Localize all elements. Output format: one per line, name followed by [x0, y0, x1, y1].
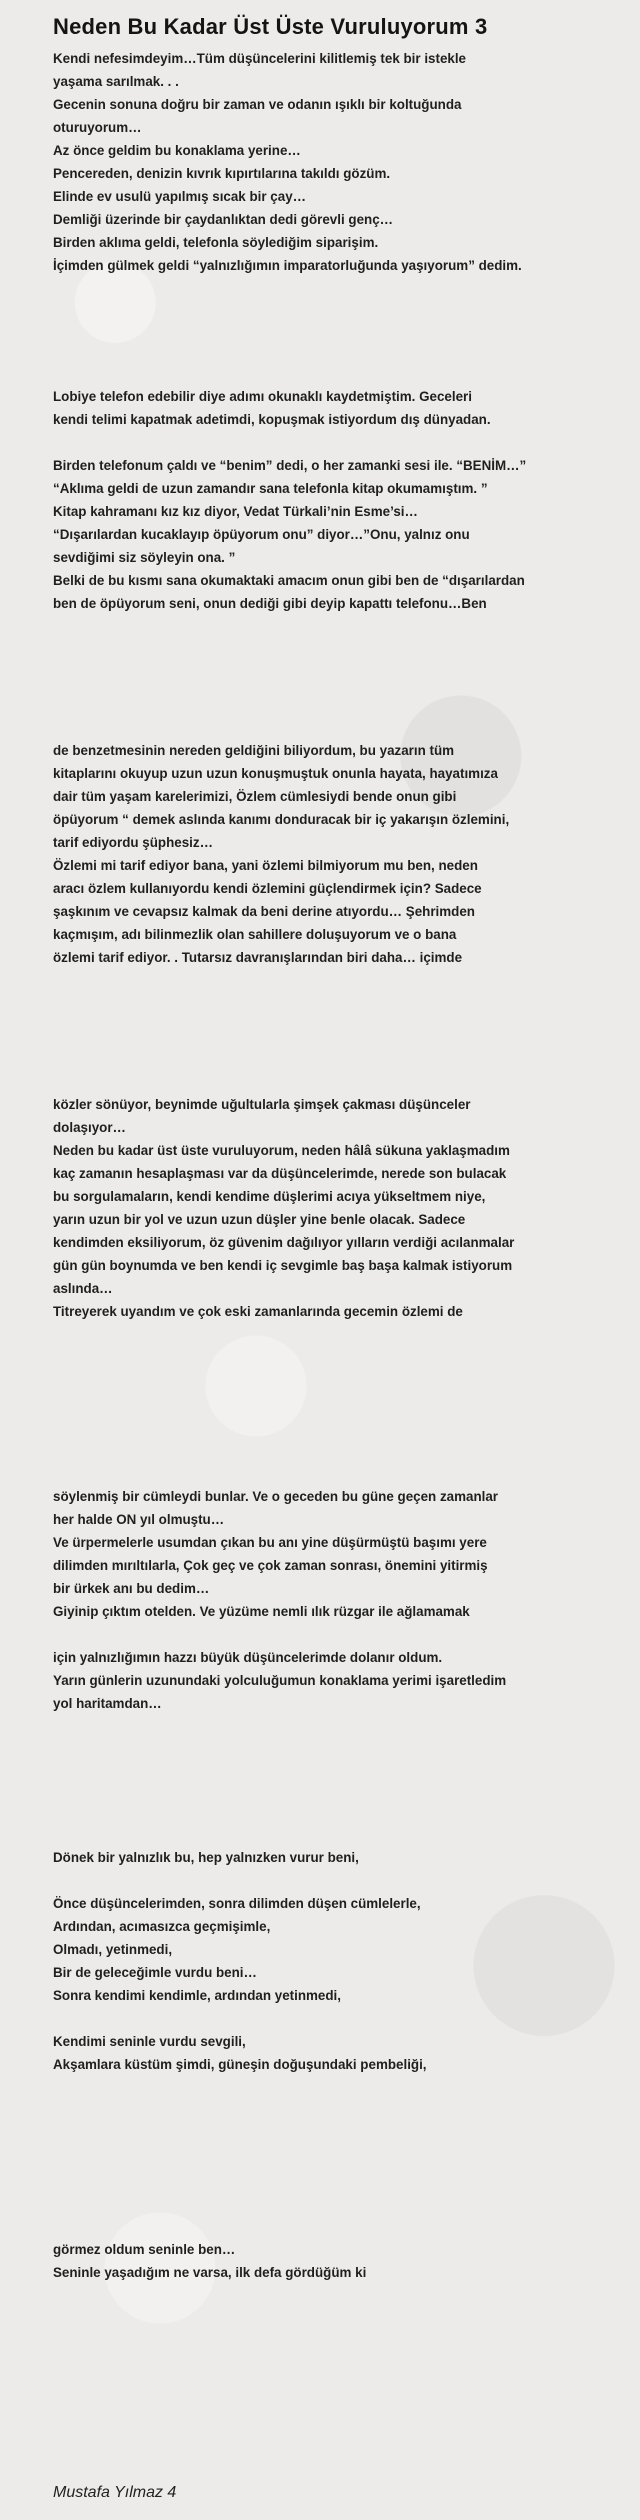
poem-line: Olmadı, yetinmedi,	[53, 1942, 173, 1957]
poem-line: Lobiye telefon edebilir diye adımı okunaklı kaydetmiştim. Geceleri	[53, 389, 472, 404]
poem-line: her halde ON yıl olmuştu…	[53, 1512, 225, 1527]
poem-line: kaçmışım, adı bilinmezlik olan sahillere doluşuyorum ve o bana	[53, 927, 457, 942]
poem-line: közler sönüyor, beynimde uğultularla şimşek çakması düşünceler	[53, 1097, 471, 1112]
poem-line: aslında…	[53, 1281, 113, 1296]
poem-line: öpüyorum “ demek aslında kanımı donduracak bir iç yakarışın özlemini,	[53, 812, 510, 827]
poem-line: bir ürkek anı bu dedim…	[53, 1581, 210, 1596]
poem-line: için yalnızlığımın hazzı büyük düşüncelerimde dolanır oldum.	[53, 1650, 443, 1665]
poem-line: Özlemi mi tarif ediyor bana, yani özlemi bilmiyorum mu ben, neden	[53, 858, 478, 873]
poem-line: Belki de bu kısmı sana okumaktaki amacım onun gibi ben de “dışarılardan	[53, 573, 525, 588]
poem-line: Kendi nefesimdeyim…Tüm düşüncelerini kilitlemiş tek bir istekle	[53, 51, 467, 66]
poem-line: oturuyorum…	[53, 120, 142, 135]
poem-line: tarif ediyordu şüphesiz…	[53, 835, 213, 850]
poem-line: aracı özlem kullanıyordu kendi özlemini güçlendirmek için? Sadece	[53, 881, 482, 896]
poem-line: kitaplarını okuyup uzun uzun konuşmuştuk onunla hayata, hayatımıza	[53, 766, 498, 781]
poem-line: İçimden gülmek geldi “yalnızlığımın imparatorluğunda yaşıyorum” dedim.	[53, 258, 522, 273]
poem-line: “Aklıma geldi de uzun zamandır sana telefonla kitap okumamıştım. ”	[53, 481, 488, 496]
poem-line: yarın uzun bir yol ve uzun uzun düşler yine benle olacak. Sadece	[53, 1212, 466, 1227]
poem-line: yaşama sarılmak. . .	[53, 74, 179, 89]
poem-line: “Dışarılardan kucaklayıp öpüyorum onu” diyor…”Onu, yalnız onu	[53, 527, 470, 542]
poem-line: bu sorgulamaların, kendi kendime düşlerimi acıya yükseltmem niye,	[53, 1189, 486, 1204]
poem-line: Kitap kahramanı kız kız diyor, Vedat Türkali’nin Esme’si…	[53, 504, 418, 519]
poem-line: Kendimi seninle vurdu sevgili,	[53, 2034, 246, 2049]
poem-line: Akşamlara küstüm şimdi, güneşin doğuşundaki pembeliği,	[53, 2057, 427, 2072]
poem-line: Ardından, acımasızca geçmişimle,	[53, 1919, 271, 1934]
poem-line: Pencereden, denizin kıvrık kıpırtılarına takıldı gözüm.	[53, 166, 391, 181]
author-signature: Mustafa Yılmaz 4	[53, 2484, 177, 2501]
poem-line: Neden bu kadar üst üste vuruluyorum, neden hâlâ sükuna yaklaşmadım	[53, 1143, 510, 1158]
poem-line: kendimden eksiliyorum, öz güvenim dağılıyor yılların verdiği acılanmalar	[53, 1235, 515, 1250]
poem-line: Birden telefonum çaldı ve “benim” dedi, o her zamanki sesi ile. “BENİM…”	[53, 458, 527, 473]
poem-line: gün gün boynumda ve ben kendi iç sevgimle baş başa kalmak istiyorum	[53, 1258, 513, 1273]
poem-line: kaç zamanın hesaplaşması var da düşüncelerimde, nerede son bulacak	[53, 1166, 507, 1181]
page-title: Neden Bu Kadar Üst Üste Vuruluyorum 3	[53, 14, 488, 39]
poem-line: yol haritamdan…	[53, 1696, 162, 1711]
poem-line: Elinde ev usulü yapılmış sıcak bir çay…	[53, 189, 307, 204]
poem-line: söylenmiş bir cümleydi bunlar. Ve o geceden bu güne geçen zamanlar	[53, 1489, 499, 1504]
poem-line: dolaşıyor…	[53, 1120, 126, 1135]
poem-line: görmez oldum seninle ben…	[53, 2242, 236, 2257]
poem-line: sevdiğimi siz söyleyin ona. ”	[53, 550, 236, 565]
poem-line: de benzetmesinin nereden geldiğini biliyordum, bu yazarın tüm	[53, 743, 455, 758]
poem-line: Ve ürpermelerle usumdan çıkan bu anı yine düşürmüştü başımı yere	[53, 1535, 487, 1550]
poem-line: ben de öpüyorum seni, onun dediği gibi deyip kapattı telefonu…Ben	[53, 596, 487, 611]
poem-line: Giyinip çıktım otelden. Ve yüzüme nemli ılık rüzgar ile ağlamamak	[53, 1604, 470, 1619]
poem-line: Bir de geleceğimle vurdu beni…	[53, 1965, 257, 1980]
poem-line: dilimden mırıltılarla, Çok geç ve çok zaman sonrası, önemini yitirmiş	[53, 1558, 488, 1573]
poem-line: Önce düşüncelerimden, sonra dilimden düşen cümlelerle,	[53, 1896, 421, 1911]
poem-line: Demliği üzerinde bir çaydanlıktan dedi görevli genç…	[53, 212, 394, 227]
poem-line: Titreyerek uyandım ve çok eski zamanlarında gecemin özlemi de	[53, 1304, 463, 1319]
poem-line: Birden aklıma geldi, telefonla söylediğim siparişim.	[53, 235, 379, 250]
poem-line: Dönek bir yalnızlık bu, hep yalnızken vurur beni,	[53, 1850, 359, 1865]
poem-line: Sonra kendimi kendimle, ardından yetinmedi,	[53, 1988, 341, 2003]
poem-line: Seninle yaşadığım ne varsa, ilk defa gördüğüm ki	[53, 2265, 367, 2280]
poem-line: dair tüm yaşam karelerimizi, Özlem cümlesiydi bende onun gibi	[53, 789, 457, 804]
poem-line: Yarın günlerin uzunundaki yolculuğumun konaklama yerimi işaretledim	[53, 1673, 507, 1688]
poem-line: Az önce geldim bu konaklama yerine…	[53, 143, 301, 158]
poem-line: şaşkınım ve cevapsız kalmak da beni derine atıyordu… Şehrimden	[53, 904, 475, 919]
poem-line: Gecenin sonuna doğru bir zaman ve odanın ışıklı bir koltuğunda	[53, 97, 462, 112]
poem-line: özlemi tarif ediyor. . Tutarsız davranışlarından biri daha… içimde	[53, 950, 463, 965]
poem-line: kendi telimi kapatmak adetimdi, kopuşmak istiyordum dış dünyadan.	[53, 412, 491, 427]
